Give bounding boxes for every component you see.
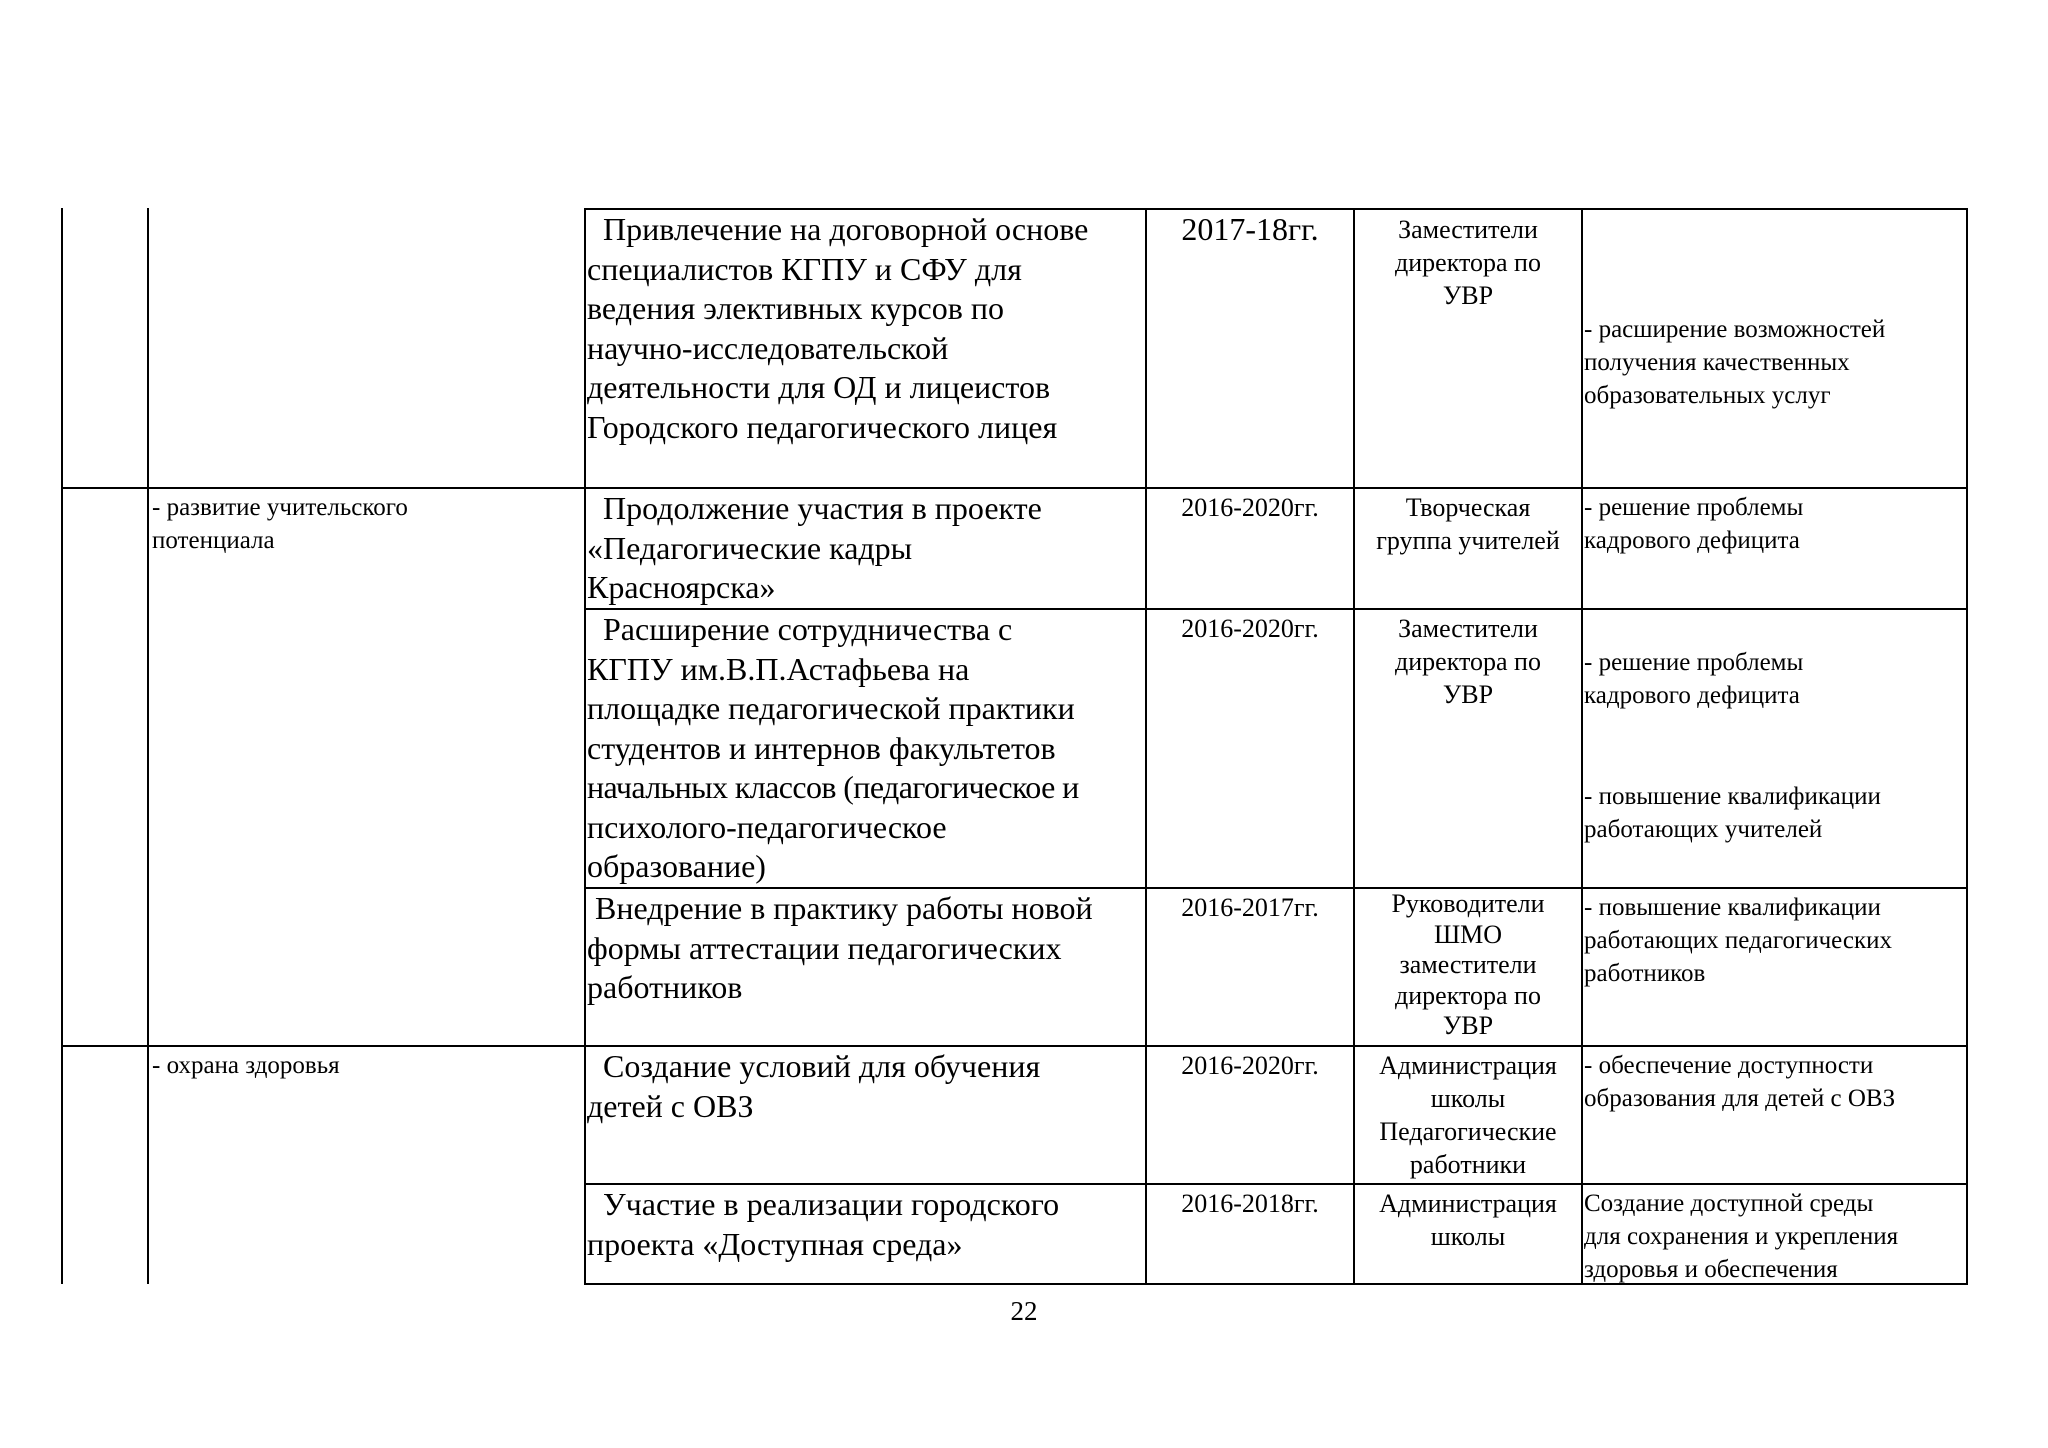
responsible-text: школы: [1430, 1222, 1506, 1251]
section-cell: [152, 1049, 582, 1082]
responsible-text: ШМО: [1433, 919, 1503, 949]
responsible-text: УВР: [1442, 281, 1494, 310]
activity-text: проекта «Доступная среда»: [587, 1225, 963, 1262]
period-text: 2016-2020гг.: [1181, 493, 1319, 522]
page-number: 22: [1010, 1296, 1038, 1326]
activity-text: Продолжение участия в проекте: [603, 490, 1042, 526]
activity-text: Красноярска»: [587, 569, 776, 605]
activity-text: детей с ОВЗ: [587, 1087, 754, 1124]
section-text: - развитие учительского: [152, 494, 408, 521]
activity-text: работников: [587, 969, 743, 1005]
responsible-text: Администрация: [1379, 1051, 1557, 1080]
activity-text: Внедрение в практику работы новой: [595, 890, 1093, 926]
responsible-text: работники: [1409, 1150, 1527, 1179]
responsible-text: УВР: [1442, 680, 1494, 709]
responsible-text: школы: [1430, 1084, 1506, 1113]
activity-text: начальных классов (педагогическое и: [587, 769, 1079, 805]
responsible-text: Заместители: [1398, 614, 1538, 643]
column-separator-line: [147, 208, 149, 1284]
result-text: - решение проблемы: [1584, 494, 1804, 521]
responsible-cell: [1355, 213, 1581, 312]
responsible-cell: [1355, 1049, 1581, 1181]
responsible-text: Заместители: [1398, 215, 1538, 244]
period-text: 2016-2020гг.: [1181, 614, 1319, 643]
result-text: кадрового дефицита: [1584, 682, 1800, 709]
activity-text: Создание условий для обучения: [603, 1048, 1041, 1084]
result-text: работающих учителей: [1584, 816, 1823, 843]
activity-cell: [587, 210, 1145, 447]
responsible-text: заместители: [1399, 950, 1537, 979]
activity-text: научно-исследовательской: [587, 329, 949, 366]
result-cell: [1584, 1187, 1964, 1283]
activity-cell: [587, 489, 1145, 608]
activity-text: студентов и интернов факультетов: [587, 729, 1056, 766]
activity-text: КГПУ им.В.П.Астафьева на: [587, 650, 970, 687]
activity-cell: [587, 889, 1147, 1008]
result-text: Создание доступной среды: [1584, 1190, 1874, 1217]
period-cell: [1147, 210, 1353, 250]
activity-text: деятельности для ОД и лицеистов: [587, 369, 1051, 405]
activity-text: психолого-педагогическое: [587, 808, 947, 845]
period-text: 2016-2017гг.: [1181, 893, 1319, 922]
activity-text: специалистов КГПУ и СФУ для: [587, 250, 1022, 287]
activity-text: «Педагогические кадры: [587, 529, 913, 566]
activity-text: Привлечение на договорной основе: [603, 211, 1089, 247]
activity-text: формы аттестации педагогических: [587, 929, 1062, 966]
responsible-cell: [1355, 889, 1581, 1042]
activity-cell: [587, 1185, 1145, 1264]
result-text: - повышение квалификации: [1584, 894, 1881, 921]
result-text: кадрового дефицита: [1584, 527, 1800, 554]
result-cell: [1584, 646, 1964, 846]
result-text: работников: [1584, 960, 1706, 987]
responsible-text: директора по: [1395, 248, 1541, 277]
result-cell: [1584, 313, 1964, 412]
period-text: 2017-18гг.: [1181, 211, 1319, 247]
result-text: - расширение возможностей: [1584, 316, 1886, 343]
responsible-text: Администрация: [1379, 1189, 1557, 1218]
column-separator-line: [1581, 208, 1583, 1285]
result-text: образовательных услуг: [1584, 382, 1831, 409]
responsible-text: УВР: [1442, 1011, 1494, 1040]
responsible-text: директора по: [1395, 980, 1541, 1010]
activity-text: Участие в реализации городского: [603, 1186, 1060, 1222]
result-text: образования для детей с ОВЗ: [1584, 1085, 1896, 1112]
result-cell: [1584, 891, 1964, 990]
responsible-cell: [1355, 491, 1581, 557]
responsible-text: Педагогические: [1379, 1117, 1557, 1146]
result-text: - обеспечение доступности: [1584, 1052, 1874, 1079]
result-text: получения качественных: [1584, 349, 1850, 376]
activity-text: площадке педагогической практики: [587, 690, 1075, 726]
result-cell: [1584, 491, 1964, 557]
activity-text: образование): [587, 848, 766, 884]
result-text: - повышение квалификации: [1584, 783, 1881, 810]
activity-text: Расширение сотрудничества с: [603, 611, 1013, 647]
section-text: - охрана здоровья: [152, 1052, 340, 1079]
result-text: здоровья и обеспечения: [1584, 1256, 1838, 1283]
result-text: - решение проблемы: [1584, 649, 1804, 676]
section-cell: [152, 491, 582, 557]
responsible-text: директора по: [1395, 647, 1541, 676]
responsible-text: Творческая: [1405, 493, 1531, 522]
result-text: для сохранения и укрепления: [1584, 1223, 1899, 1250]
period-cell: [1147, 612, 1353, 645]
period-cell: [1147, 1187, 1353, 1220]
activity-text: Городского педагогического лицея: [587, 408, 1058, 445]
left-border-line: [61, 208, 63, 1284]
responsible-cell: [1355, 612, 1581, 711]
section-text: потенциала: [152, 527, 275, 554]
activity-cell: [587, 1047, 1145, 1126]
result-cell: [1584, 1049, 1964, 1115]
responsible-cell: [1355, 1187, 1581, 1253]
spacer: [1584, 712, 1964, 780]
result-text: работающих педагогических: [1584, 927, 1893, 954]
period-text: 2016-2018гг.: [1181, 1189, 1319, 1218]
activity-cell: [587, 610, 1147, 887]
period-cell: [1147, 1049, 1353, 1082]
responsible-text: группа учителей: [1376, 526, 1560, 555]
responsible-text: Руководители: [1391, 889, 1545, 918]
period-cell: [1147, 491, 1353, 524]
period-text: 2016-2020гг.: [1181, 1051, 1319, 1080]
activity-text: ведения элективных курсов по: [587, 290, 1004, 326]
period-cell: [1147, 891, 1353, 924]
